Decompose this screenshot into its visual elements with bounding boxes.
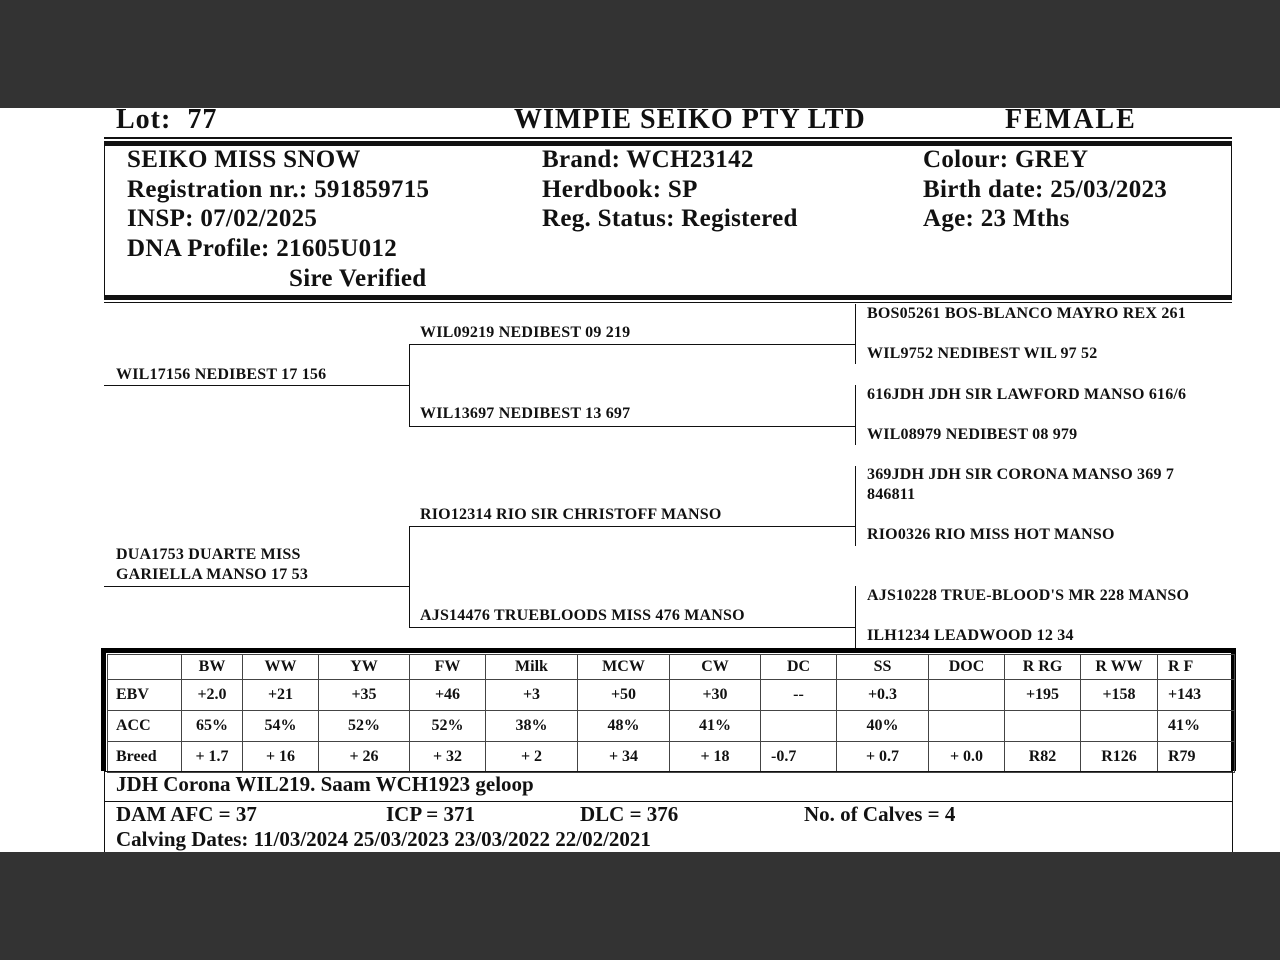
brand: Brand: WCH23142 bbox=[542, 146, 754, 173]
acc-cell: 38% bbox=[486, 711, 578, 742]
dam-dam-name: AJS14476 TRUEBLOODS MISS 476 MANSO bbox=[420, 607, 745, 624]
ebv-col-cw: CW bbox=[670, 655, 761, 680]
acc-cell: 40% bbox=[837, 711, 929, 742]
calving-dates: Calving Dates: 11/03/2024 25/03/2023 23/03/2022 22/02/2021 bbox=[116, 827, 651, 851]
acc-cell bbox=[929, 711, 1005, 742]
ebv-cell bbox=[929, 680, 1005, 711]
ebv-col-milk: Milk bbox=[486, 655, 578, 680]
acc-cell bbox=[1005, 711, 1081, 742]
sire-line bbox=[104, 385, 409, 386]
breed-cell: -0.7 bbox=[761, 742, 837, 773]
lot-number: 77 bbox=[187, 108, 218, 135]
dam-dam-bracket bbox=[855, 586, 856, 648]
breed-cell: + 2 bbox=[486, 742, 578, 773]
ebv-row-acc bbox=[108, 711, 1235, 742]
breed-cell: R82 bbox=[1005, 742, 1081, 773]
sex-label: FEMALE bbox=[1005, 108, 1137, 135]
lot-label bbox=[116, 108, 217, 136]
breed-cell: R126 bbox=[1081, 742, 1158, 773]
lot-sheet bbox=[0, 108, 1280, 852]
dam-dlc: DLC = 376 bbox=[580, 802, 679, 826]
breed-cell: R79 bbox=[1158, 742, 1235, 773]
acc-cell bbox=[761, 711, 837, 742]
ebv-col-rf: R F bbox=[1158, 655, 1235, 680]
ebv-cell: +195 bbox=[1005, 680, 1081, 711]
ebv-row-label: EBV bbox=[108, 680, 182, 711]
ebv-table bbox=[107, 654, 1235, 773]
ebv-col-rww: R WW bbox=[1081, 655, 1158, 680]
sire-name: WIL17156 NEDIBEST 17 156 bbox=[116, 366, 327, 383]
ebv-row-ebv bbox=[108, 680, 1235, 711]
dam-name-line2: GARIELLA MANSO 17 53 bbox=[116, 566, 309, 583]
pedigree-rule-thick bbox=[104, 295, 1232, 300]
dam-name-line1: DUA1753 DUARTE MISS bbox=[116, 546, 301, 563]
breed-cell: + 26 bbox=[319, 742, 410, 773]
dam-sire-name: RIO12314 RIO SIR CHRISTOFF MANSO bbox=[420, 506, 722, 523]
breed-cell: + 0.7 bbox=[837, 742, 929, 773]
breed-cell: + 34 bbox=[578, 742, 670, 773]
ebv-cell: +21 bbox=[243, 680, 319, 711]
ebv-col-yw: YW bbox=[319, 655, 410, 680]
dam-sire-sire-name-line2: 846811 bbox=[867, 486, 916, 503]
pedigree-rule-thin bbox=[104, 302, 1232, 303]
dam-dam-sire-name: AJS10228 TRUE-BLOOD'S MR 228 MANSO bbox=[867, 587, 1190, 604]
inspection-date: INSP: 07/02/2025 bbox=[127, 205, 318, 232]
ebv-cell: +3 bbox=[486, 680, 578, 711]
ebv-cell: -- bbox=[761, 680, 837, 711]
acc-cell: 65% bbox=[182, 711, 243, 742]
ebv-cell: +143 bbox=[1158, 680, 1235, 711]
birth-date: Birth date: 25/03/2023 bbox=[923, 176, 1168, 203]
ebv-col-dc: DC bbox=[761, 655, 837, 680]
breed-cell: + 18 bbox=[670, 742, 761, 773]
ebv-col-bw: BW bbox=[182, 655, 243, 680]
dam-line bbox=[104, 586, 409, 587]
ebv-cell: +2.0 bbox=[182, 680, 243, 711]
sire-dam-bracket bbox=[855, 385, 856, 445]
age: Age: 23 Mths bbox=[923, 205, 1070, 232]
registration-status: Reg. Status: Registered bbox=[542, 205, 798, 232]
sire-sire-line bbox=[409, 344, 855, 345]
dam-afc: DAM AFC = 37 bbox=[116, 802, 257, 826]
sire-dam-line bbox=[409, 426, 855, 427]
dam-dam-dam-name: ILH1234 LEADWOOD 12 34 bbox=[867, 627, 1074, 644]
number-of-calves: No. of Calves = 4 bbox=[804, 802, 956, 826]
herdbook: Herdbook: SP bbox=[542, 176, 698, 203]
colour: Colour: GREY bbox=[923, 146, 1089, 173]
dam-bracket bbox=[409, 526, 410, 627]
dam-sire-line bbox=[409, 526, 855, 527]
ebv-col-corner bbox=[108, 655, 182, 680]
dam-sire-dam-name: RIO0326 RIO MISS HOT MANSO bbox=[867, 526, 1115, 543]
lot-label-text: Lot: bbox=[116, 108, 172, 135]
info-border-right bbox=[1231, 146, 1232, 296]
acc-cell: 54% bbox=[243, 711, 319, 742]
breed-cell: + 1.7 bbox=[182, 742, 243, 773]
sire-dam-name: WIL13697 NEDIBEST 13 697 bbox=[420, 405, 631, 422]
acc-cell: 52% bbox=[319, 711, 410, 742]
dam-sire-sire-name-line1: 369JDH JDH SIR CORONA MANSO 369 7 bbox=[867, 466, 1175, 483]
dam-dam-line bbox=[409, 627, 855, 628]
ebv-col-rrg: R RG bbox=[1005, 655, 1081, 680]
info-border-left bbox=[104, 146, 105, 296]
ebv-col-ss: SS bbox=[837, 655, 929, 680]
ebv-cell: +50 bbox=[578, 680, 670, 711]
dam-sire-bracket bbox=[855, 466, 856, 546]
acc-cell: 41% bbox=[670, 711, 761, 742]
sire-verified: Sire Verified bbox=[289, 265, 427, 292]
ebv-cell: +35 bbox=[319, 680, 410, 711]
acc-cell bbox=[1081, 711, 1158, 742]
ebv-row-breed bbox=[108, 742, 1235, 773]
breed-cell: + 16 bbox=[243, 742, 319, 773]
acc-cell: 41% bbox=[1158, 711, 1235, 742]
header-rule-thin bbox=[104, 137, 1232, 139]
ebv-col-mcw: MCW bbox=[578, 655, 670, 680]
sire-sire-name: WIL09219 NEDIBEST 09 219 bbox=[420, 324, 631, 341]
notes-text: JDH Corona WIL219. Saam WCH1923 geloop bbox=[116, 772, 534, 796]
ebv-header-row bbox=[108, 655, 1235, 680]
breed-cell: + 32 bbox=[410, 742, 486, 773]
ebv-col-fw: FW bbox=[410, 655, 486, 680]
ebv-cell: +0.3 bbox=[837, 680, 929, 711]
seller-name: WIMPIE SEIKO PTY LTD bbox=[514, 108, 866, 135]
animal-name: SEIKO MISS SNOW bbox=[127, 146, 361, 173]
ebv-col-ww: WW bbox=[243, 655, 319, 680]
breed-row-label: Breed bbox=[108, 742, 182, 773]
sire-bracket bbox=[409, 344, 410, 427]
sire-dam-dam-name: WIL08979 NEDIBEST 08 979 bbox=[867, 426, 1078, 443]
ebv-cell: +158 bbox=[1081, 680, 1158, 711]
sire-sire-sire-name: BOS05261 BOS-BLANCO MAYRO REX 261 bbox=[867, 305, 1186, 322]
dam-icp: ICP = 371 bbox=[386, 802, 475, 826]
sire-sire-dam-name: WIL9752 NEDIBEST WIL 97 52 bbox=[867, 345, 1098, 362]
breed-cell: + 0.0 bbox=[929, 742, 1005, 773]
sire-dam-sire-name: 616JDH JDH SIR LAWFORD MANSO 616/6 bbox=[867, 386, 1187, 403]
acc-row-label: ACC bbox=[108, 711, 182, 742]
ebv-cell: +46 bbox=[410, 680, 486, 711]
acc-cell: 48% bbox=[578, 711, 670, 742]
ebv-cell: +30 bbox=[670, 680, 761, 711]
acc-cell: 52% bbox=[410, 711, 486, 742]
registration-number: Registration nr.: 591859715 bbox=[127, 176, 430, 203]
sire-sire-bracket bbox=[855, 304, 856, 364]
ebv-col-doc: DOC bbox=[929, 655, 1005, 680]
dna-profile: DNA Profile: 21605U012 bbox=[127, 235, 397, 262]
